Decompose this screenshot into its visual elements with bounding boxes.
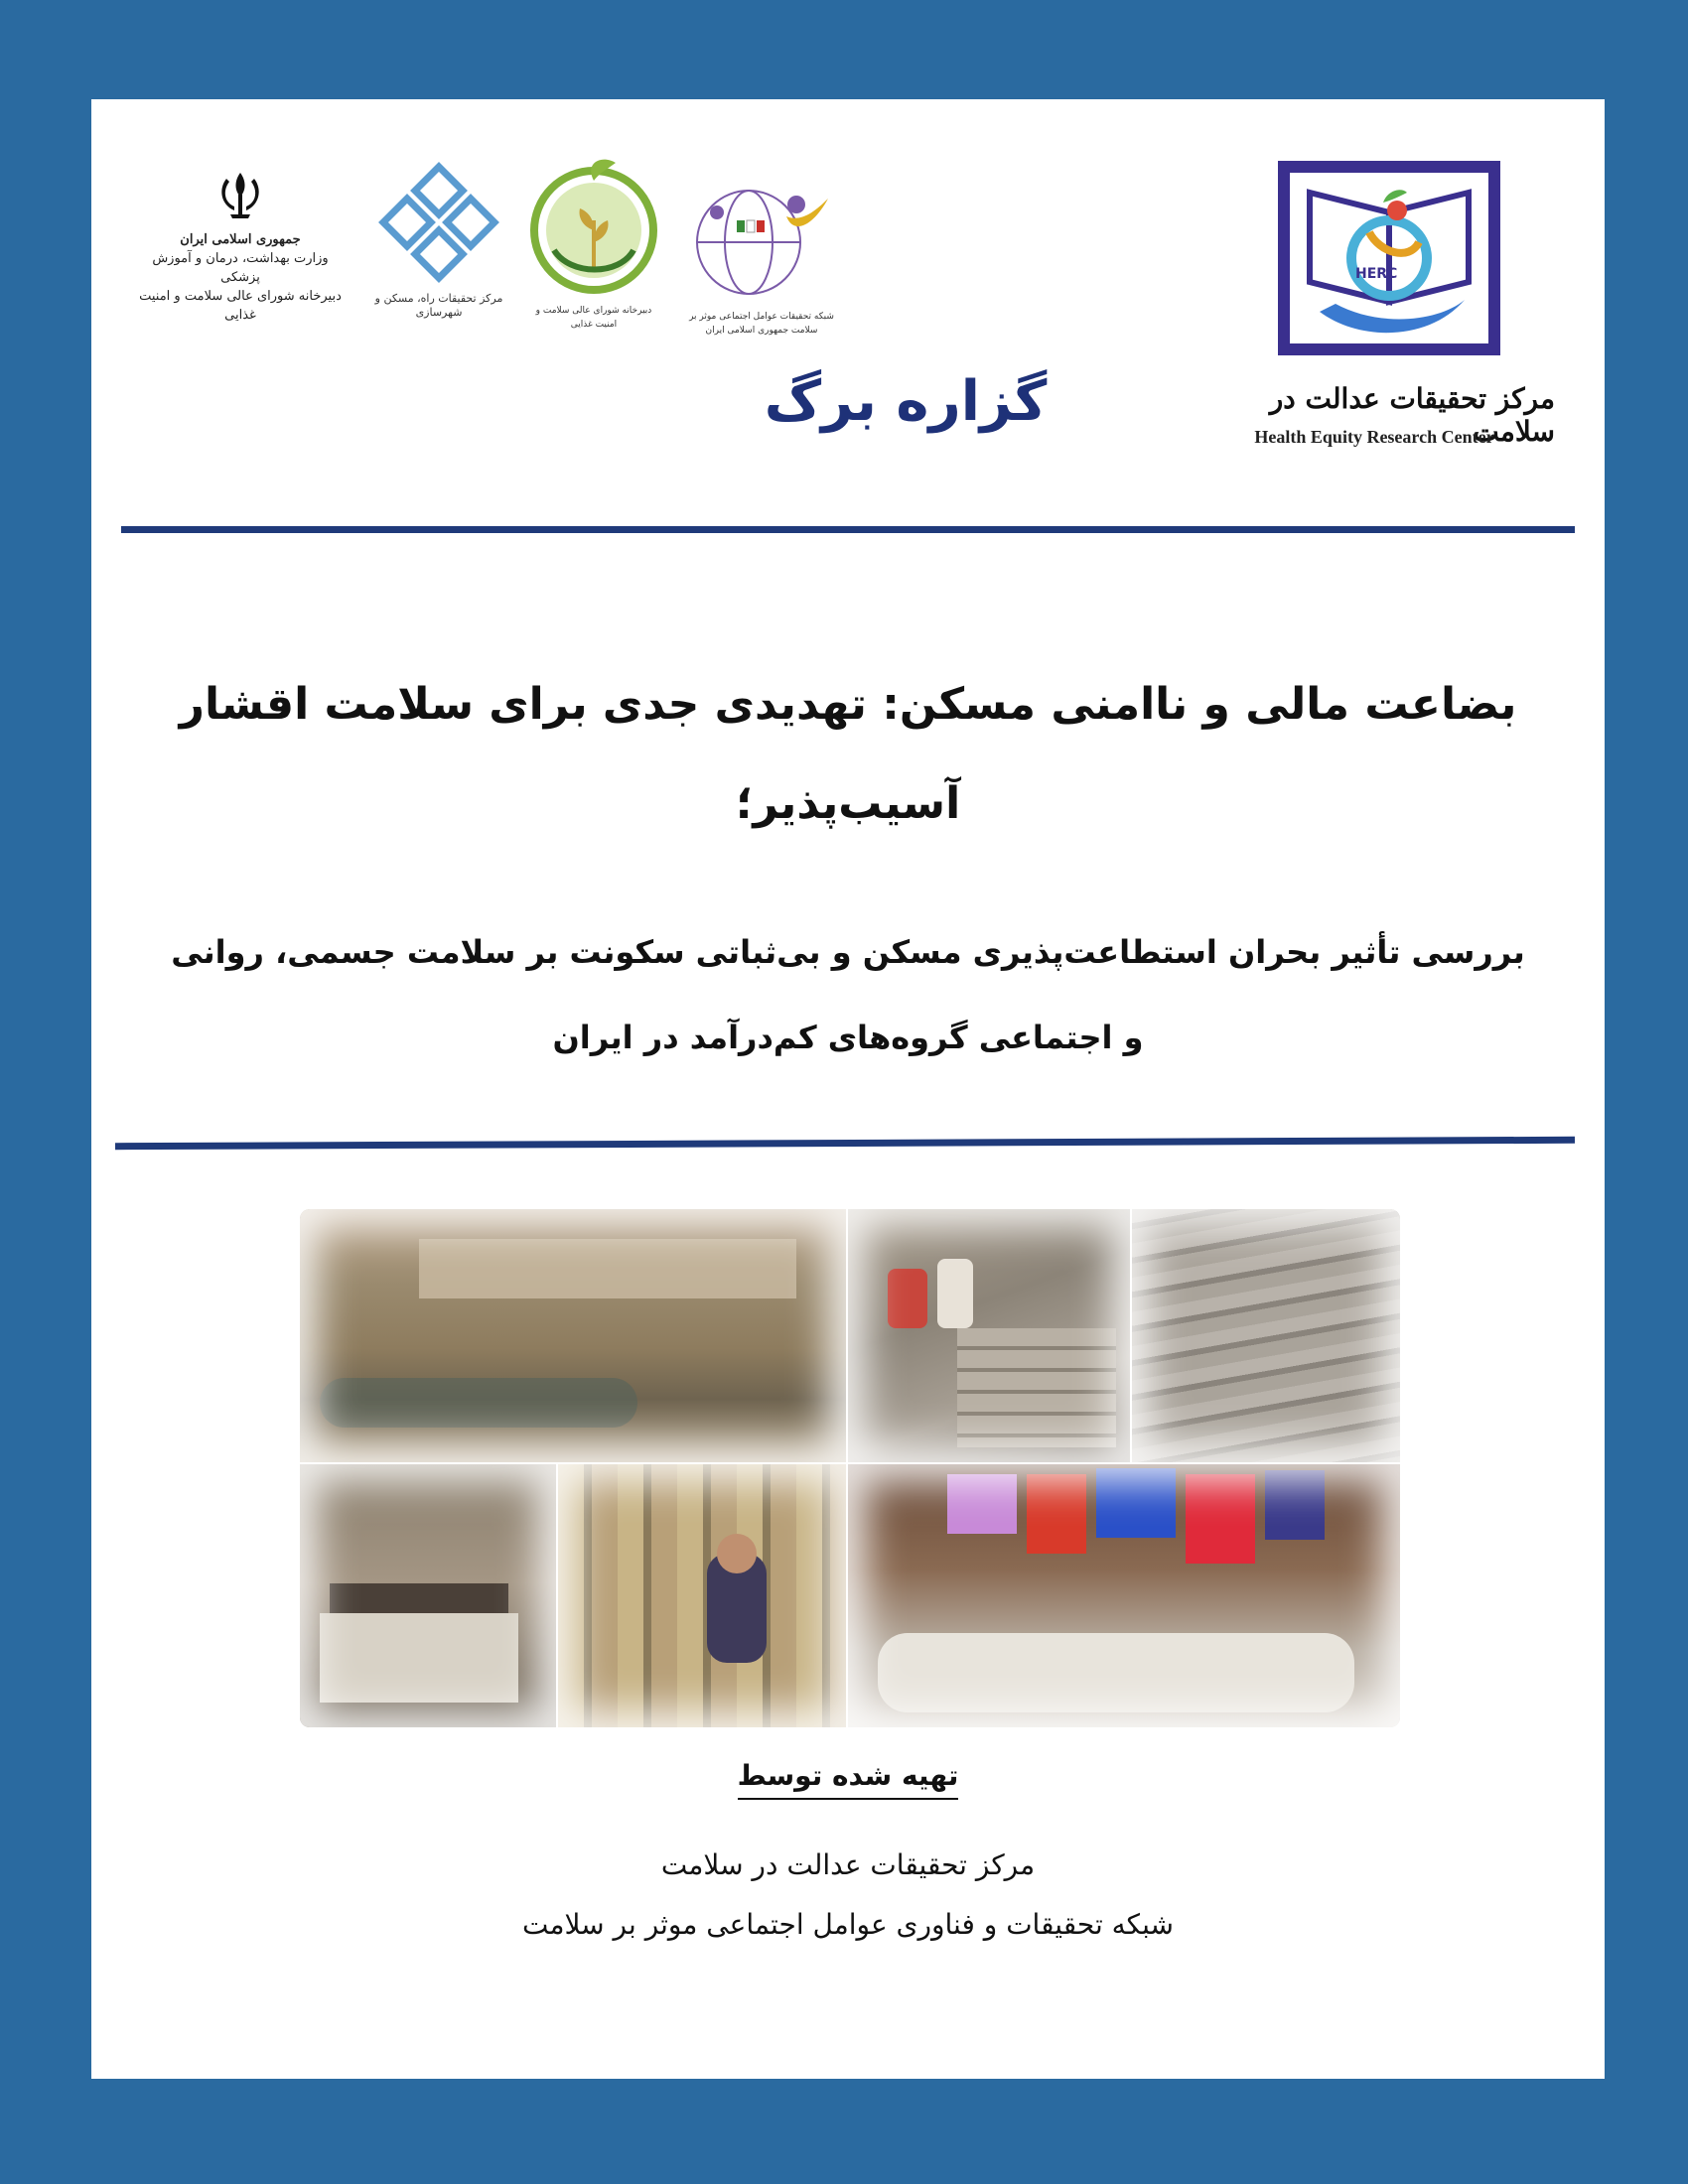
iran-emblem-icon [131,167,350,226]
government-logo-line-1: جمهوری اسلامی ایران [180,232,301,247]
housing-center-logo [359,159,518,338]
herc-name-fa: مرکز تحقیقات عدالت در سلامت [1269,382,1555,448]
wheat-leaf-circle-icon [524,151,663,300]
herc-badge-text: HERC [1355,266,1398,282]
organization-1: مرکز تحقیقات عدالت در سلامت [660,1848,1036,1881]
title-line-1: بضاعت مالی و ناامنی مسکن: تهدیدی جدی برای سلامت اقشار [179,679,1517,730]
food-security-logo [524,151,663,340]
document-page [91,99,1605,2079]
photo-makeshift-kitchen [300,1464,556,1727]
subtitle-line-1: بررسی تأثیر بحران استطاعت‌پذیری مسکن و بی‌ثباتی سکونت بر سلامت جسمی، روانی [171,933,1525,971]
document-type-label: گزاره برگ [764,369,1048,434]
government-logo-line-3: دبیرخانه شورای عالی سلامت و امنیت غذایی [139,289,342,323]
housing-center-caption: مرکز تحقیقات راه، مسکن و شهرسازی [374,292,503,319]
food-security-caption: دبیرخانه شورای عالی سلامت و امنیت غذایی [535,306,652,330]
herc-name-en: Health Equity Research Center [1254,427,1494,447]
government-logo-line-2: وزارت بهداشت، درمان و آموزش پزشکی [152,251,329,285]
photo-hillside-houses [1132,1209,1400,1462]
interlocking-squares-icon [359,159,518,288]
divider-top [121,526,1575,533]
government-logo [131,167,350,345]
social-determinants-caption: شبکه تحقیقات عوامل اجتماعی موثر بر سلامت جمهوری اسلامی ایران [689,312,834,336]
prepared-by-label [588,1759,1108,1792]
photo-collage [300,1209,1400,1727]
document-subtitle [131,909,1565,1080]
herc-logo [1278,161,1500,355]
herc-hand-book-icon [1290,173,1488,343]
globe-people-icon [677,177,846,306]
document-title [151,655,1545,854]
social-determinants-logo [677,177,846,345]
photo-alley-laundry [848,1464,1400,1727]
title-line-2: آسیب‌پذیر؛ [735,778,961,829]
subtitle-line-2: و اجتماعی گروه‌های کم‌درآمد در ایران [552,1019,1144,1056]
photo-children-on-stairs [848,1209,1130,1462]
organization-2: شبکه تحقیقات و فناوری عوامل اجتماعی موثر بر سلامت [521,1908,1175,1941]
prepared-by-text: تهیه شده توسط [738,1759,959,1800]
photo-boy-at-door [558,1464,846,1727]
divider-bottom [115,1137,1575,1150]
photo-riverbank-slum [300,1209,846,1462]
